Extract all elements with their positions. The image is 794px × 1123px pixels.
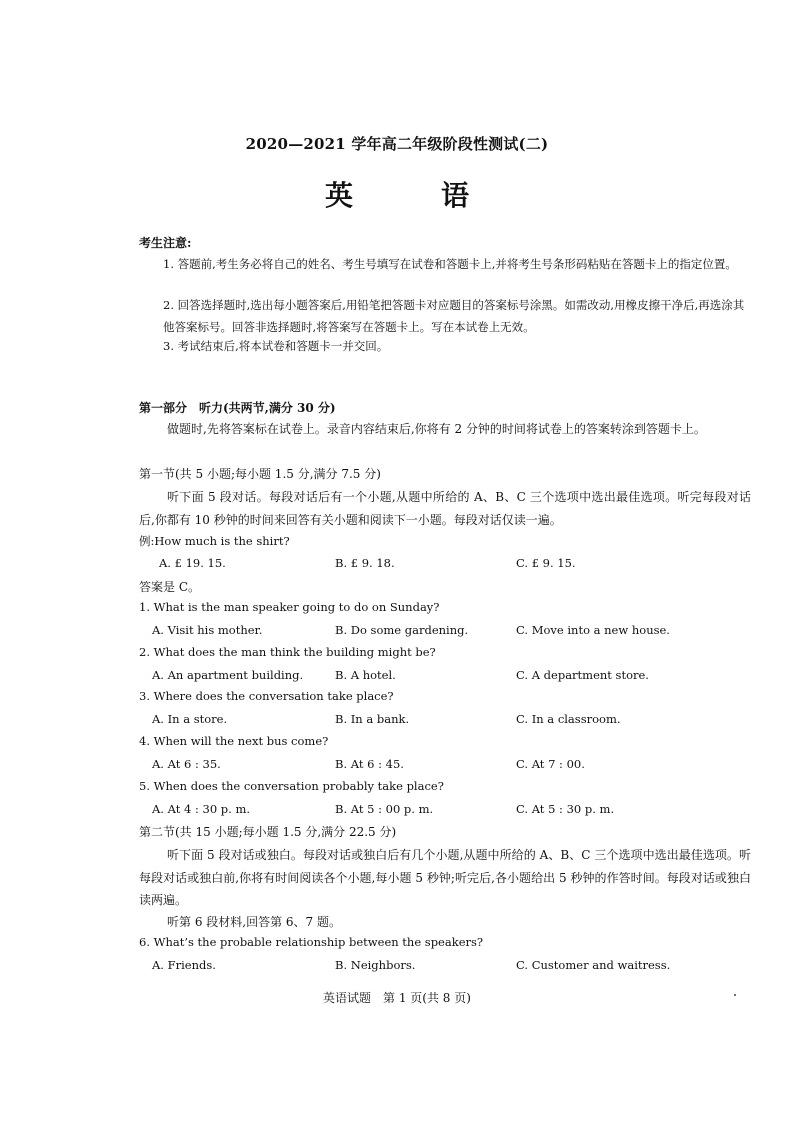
- q2-option-a: A. An apartment building.: [152, 668, 304, 682]
- q2-option-b: B. A hotel.: [335, 668, 396, 682]
- question-2: 2. What does the man think the building might be?: [139, 645, 436, 659]
- material-instruction: 听第 6 段材料,回答第 6、7 题。: [167, 915, 341, 929]
- q5-option-c: C. At 5 : 30 p. m.: [516, 802, 615, 816]
- example-option-b: B. £ 9. 18.: [335, 556, 395, 570]
- q1-option-c: C. Move into a new house.: [516, 623, 670, 637]
- q5-option-a: A. At 4 : 30 p. m.: [152, 802, 251, 816]
- question-5: 5. When does the conversation probably take place?: [139, 779, 444, 793]
- q4-option-c: C. At 7 : 00.: [516, 757, 585, 771]
- question-6: 6. What’s the probable relationship between the speakers?: [139, 935, 484, 949]
- example-answer: 答案是 C。: [139, 580, 200, 594]
- example-option-c: C. £ 9. 15.: [516, 556, 576, 570]
- q3-option-b: B. In a bank.: [335, 712, 410, 726]
- q2-option-c: C. A department store.: [516, 668, 649, 682]
- q6-option-c: C. Customer and waitress.: [516, 958, 671, 972]
- q4-option-a: A. At 6 : 35.: [152, 757, 221, 771]
- part1-heading: 第一部分 听力(共两节,满分 30 分): [139, 401, 336, 415]
- subject-title: 英 语: [324, 179, 499, 212]
- question-4: 4. When will the next bus come?: [139, 734, 329, 748]
- example-option-a: A. £ 19. 15.: [159, 556, 226, 570]
- q4-option-b: B. At 6 : 45.: [335, 757, 404, 771]
- section2-heading: 第二节(共 15 小题;每小题 1.5 分,满分 22.5 分): [139, 825, 397, 839]
- q3-option-a: A. In a store.: [152, 712, 228, 726]
- example-question: 例:How much is the shirt?: [139, 534, 290, 548]
- q3-option-c: C. In a classroom.: [516, 712, 621, 726]
- q6-option-b: B. Neighbors.: [335, 958, 416, 972]
- question-3: 3. Where does the conversation take place?: [139, 689, 394, 703]
- notice-item-2: 2. 回答选择题时,选出每小题答案后,用铅笔把答题卡对应题目的答案标号涂黑。如需改动,用橡皮擦干净后,再选涂其他答案标号。回答非选择题时,将答案写在答题卡上。写在本试卷上无效。: [163, 298, 745, 334]
- exam-title: 2020—2021 学年高二年级阶段性测试(二): [245, 135, 549, 153]
- page-footer: 英语试题 第 1 页(共 8 页): [323, 991, 471, 1005]
- q1-option-a: A. Visit his mother.: [152, 623, 263, 637]
- notice-item-3: 3. 考试结束后,将本试卷和答题卡一并交回。: [163, 339, 389, 353]
- question-1: 1. What is the man speaker going to do on Sunday?: [139, 600, 440, 614]
- q1-option-b: B. Do some gardening.: [335, 623, 469, 637]
- q6-option-a: A. Friends.: [152, 958, 216, 972]
- section2-instructions: 听下面 5 段对话或独白。每段对话或独白后有几个小题,从题中所给的 A、B、C 三个选项中选出最佳选项。听每段对话或独白前,你将有时间阅读各个小题,每小题 5 秒钟;听完后,各小题给出 5 秒钟的作答时间。每段对话或独白读两遍。: [139, 848, 751, 907]
- notice-heading: 考生注意:: [139, 236, 192, 250]
- notice-item-1: 1. 答题前,考生务必将自己的姓名、考生号填写在试卷和答题卡上,并将考生号条形码粘贴在答题卡上的指定位置。: [163, 257, 737, 271]
- section1-instructions: 听下面 5 段对话。每段对话后有一个小题,从题中所给的 A、B、C 三个选项中选出最佳选项。听完每段对话后,你都有 10 秒钟的时间来回答有关小题和阅读下一小题。每段对话仅读一遍。: [139, 490, 751, 527]
- q5-option-b: B. At 5 : 00 p. m.: [335, 802, 434, 816]
- part1-intro: 做题时,先将答案标在试卷上。录音内容结束后,你将有 2 分钟的时间将试卷上的答案转涂到答题卡上。: [167, 422, 706, 436]
- section1-heading: 第一节(共 5 小题;每小题 1.5 分,满分 7.5 分): [139, 467, 381, 481]
- scan-speck: [734, 994, 736, 996]
